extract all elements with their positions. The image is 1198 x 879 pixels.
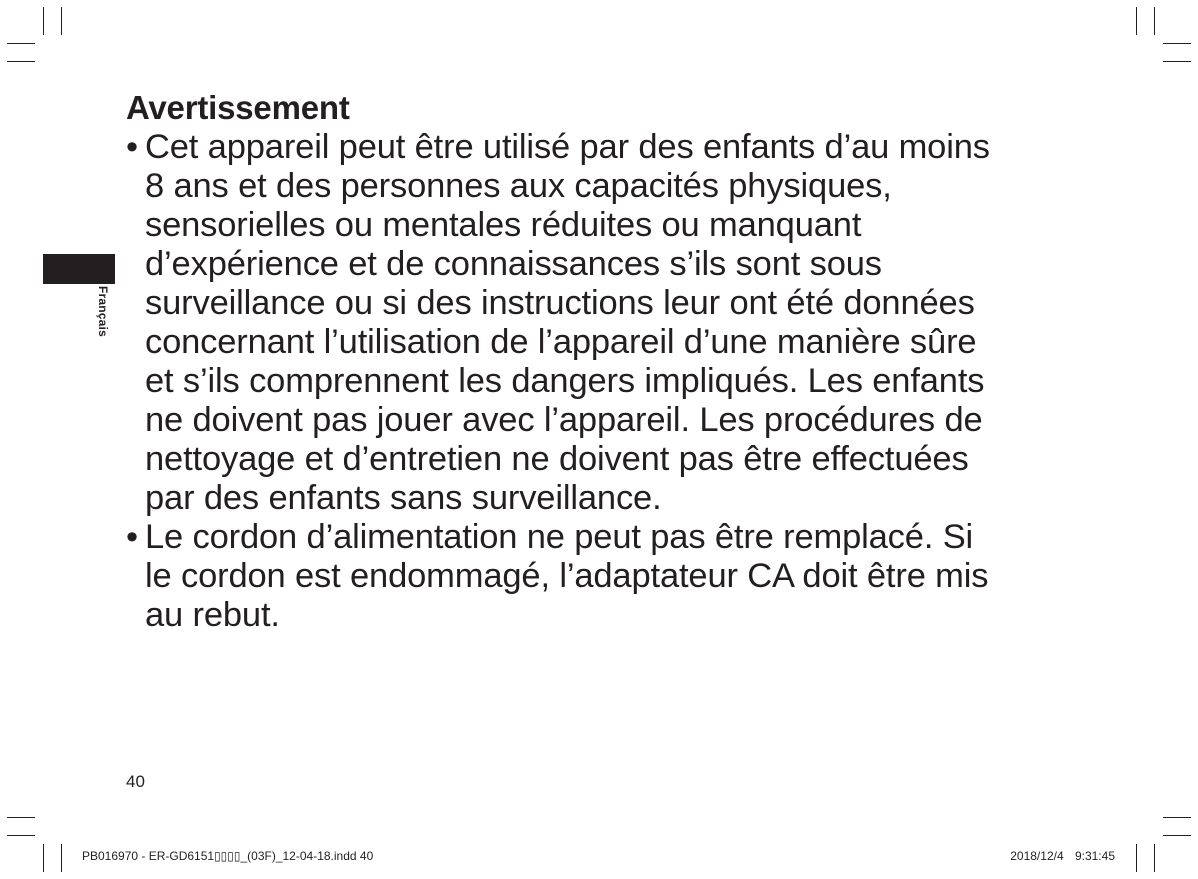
text-line: • Cet appareil peut être utilisé par des enfants d’au moins [145, 128, 990, 166]
crop-mark [1163, 61, 1191, 62]
warning-item [126, 128, 1086, 518]
page-number: 40 [126, 772, 145, 791]
print-slug-timestamp: 2018/12/4 9:31:45 [1010, 849, 1115, 863]
section-heading: Avertissement [126, 89, 350, 126]
crop-mark [1136, 844, 1137, 872]
language-tab-label: Français [96, 286, 110, 337]
crop-mark [7, 43, 35, 44]
print-slug-filename: PB016970 - ER-GD6151▯▯▯▯_(03F)_12-04-18.indd 40 [82, 849, 374, 863]
text-line: au rebut. [145, 596, 280, 634]
text-line: 8 ans et des personnes aux capacités physiques, [145, 167, 892, 205]
crop-mark [1154, 844, 1155, 872]
crop-mark [61, 7, 62, 35]
crop-mark [43, 844, 44, 872]
text-line: • Le cordon d’alimentation ne peut pas être remplacé. Si [145, 518, 974, 556]
warning-list [126, 128, 1086, 635]
warning-section [126, 88, 1086, 635]
text-line: concernant l’utilisation de l’appareil d’une manière sûre [145, 323, 977, 361]
crop-mark [7, 61, 35, 62]
crop-mark [61, 844, 62, 872]
warning-item [126, 518, 1086, 635]
text-line: sensorielles ou mentales réduites ou manquant [145, 206, 862, 244]
crop-mark [1163, 817, 1191, 818]
text-line: d’expérience et de connaissances s’ils sont sous [145, 245, 882, 283]
language-tab [43, 254, 115, 284]
text-line: ne doivent pas jouer avec l’appareil. Les procédures de [145, 401, 983, 439]
crop-mark [7, 817, 35, 818]
text-line: et s’ils comprennent les dangers impliqués. Les enfants [145, 362, 985, 400]
text-line: par des enfants sans surveillance. [145, 479, 662, 517]
crop-mark [1163, 835, 1191, 836]
text-line: le cordon est endommagé, l’adaptateur CA doit être mis [145, 557, 989, 595]
crop-mark [1136, 7, 1137, 35]
text-line: nettoyage et d’entretien ne doivent pas être effectuées [145, 440, 969, 478]
crop-mark [1163, 43, 1191, 44]
crop-mark [7, 835, 35, 836]
text-line: surveillance ou si des instructions leur ont été données [145, 284, 975, 322]
crop-mark [43, 7, 44, 35]
crop-mark [1154, 7, 1155, 35]
